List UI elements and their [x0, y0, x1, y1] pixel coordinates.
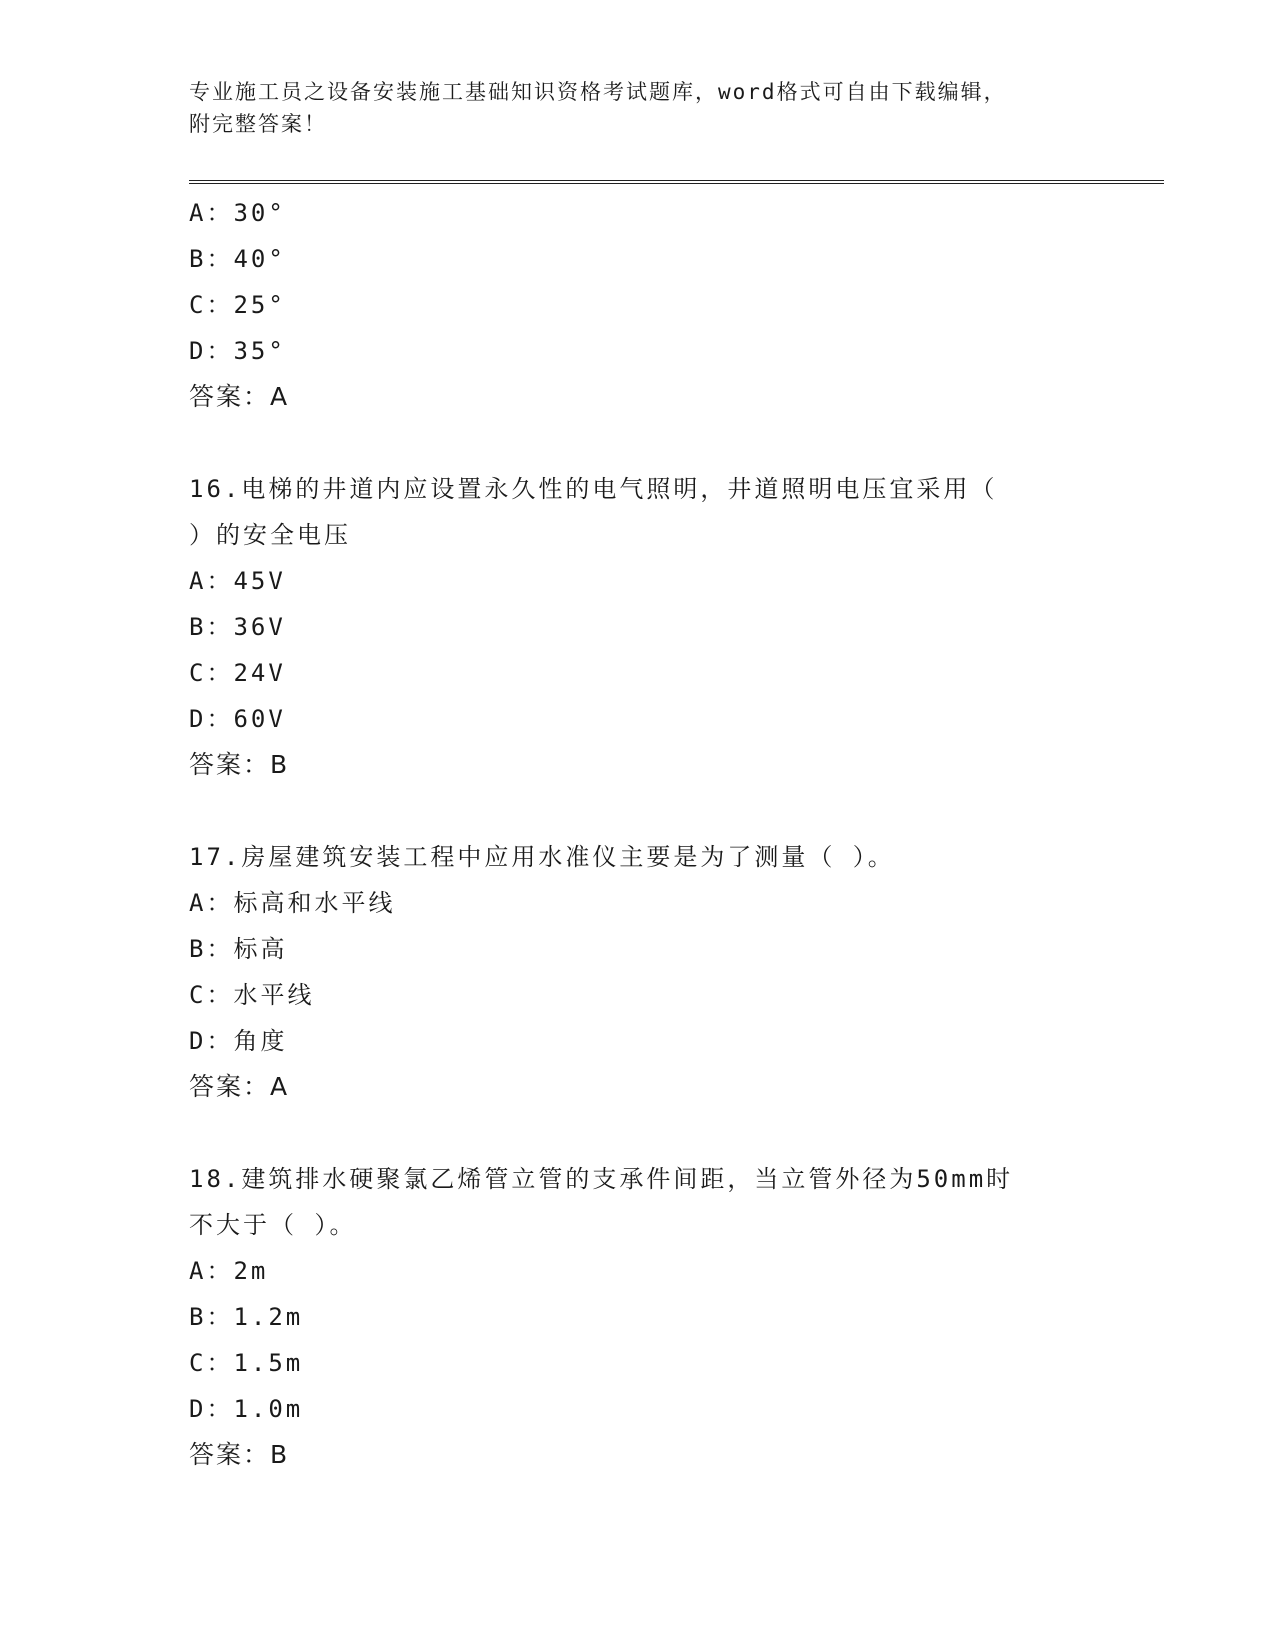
option-a: A：2m	[189, 1257, 269, 1285]
block-spacer	[189, 420, 1089, 466]
option-a: A：45V	[189, 567, 286, 595]
question-block-15	[189, 190, 1089, 420]
header-divider	[189, 180, 1164, 184]
option-d: D：60V	[189, 705, 286, 733]
option-d: D：1.0m	[189, 1395, 304, 1423]
document-header	[189, 76, 1089, 140]
header-line-2: 附完整答案！	[189, 112, 327, 136]
option-c: C：25°	[189, 291, 286, 319]
option-c: C：水平线	[189, 981, 315, 1009]
answer-line: 答案：A	[189, 1072, 290, 1101]
answer-line: 答案：B	[189, 1440, 290, 1469]
answer-line: 答案：B	[189, 750, 290, 779]
question-text-line-1: 17.房屋建筑安装工程中应用水准仪主要是为了测量（ ）。	[189, 843, 895, 871]
question-block-16	[189, 466, 1089, 788]
question-text-line-1: 16.电梯的井道内应设置永久性的电气照明，井道照明电压宜采用（	[189, 475, 998, 503]
answer-line: 答案：A	[189, 382, 290, 411]
option-b: B：36V	[189, 613, 286, 641]
option-b: B：1.2m	[189, 1303, 304, 1331]
option-b: B：标高	[189, 935, 288, 963]
question-list	[189, 190, 1089, 1478]
question-text-line-1: 18.建筑排水硬聚氯乙烯管立管的支承件间距，当立管外径为50mm时	[189, 1165, 1014, 1193]
option-d: D：35°	[189, 337, 286, 365]
question-text-line-2: 不大于（ ）。	[189, 1211, 357, 1239]
block-spacer	[189, 788, 1089, 834]
option-c: C：1.5m	[189, 1349, 304, 1377]
option-d: D：角度	[189, 1027, 288, 1055]
question-text-line-2: ）的安全电压	[189, 521, 351, 549]
option-b: B：40°	[189, 245, 286, 273]
header-line-1: 专业施工员之设备安装施工基础知识资格考试题库，word格式可自由下载编辑，	[189, 80, 1007, 104]
question-block-18	[189, 1156, 1089, 1478]
option-c: C：24V	[189, 659, 286, 687]
option-a: A：30°	[189, 199, 286, 227]
question-block-17	[189, 834, 1089, 1110]
block-spacer	[189, 1110, 1089, 1156]
option-a: A：标高和水平线	[189, 889, 396, 917]
